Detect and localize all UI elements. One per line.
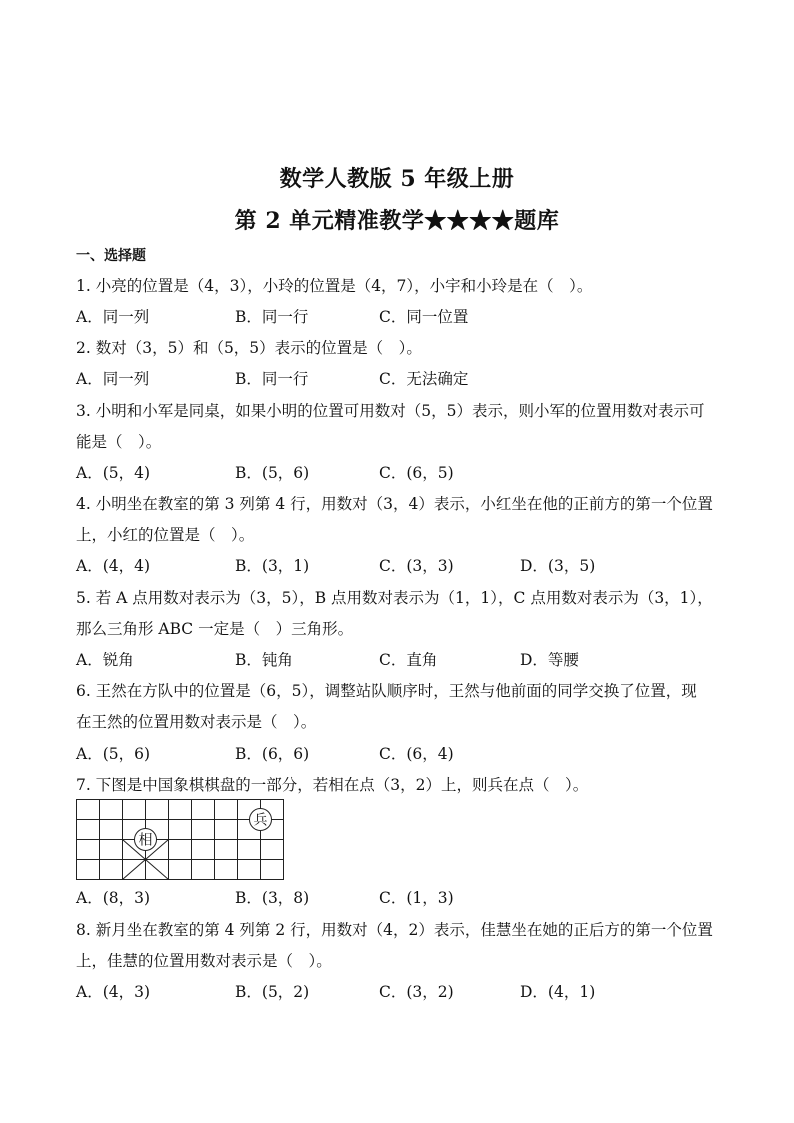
piece-bing bbox=[250, 809, 272, 831]
document-title: 数学人教版 5 年级上册 bbox=[279, 166, 515, 192]
question-8-text-line-2: 上，佳慧的位置用数对表示是（ ）。 bbox=[76, 952, 332, 970]
question-4-text-line-2: 上，小红的位置是（ ）。 bbox=[76, 526, 255, 544]
piece-xiang-label: 相 bbox=[138, 832, 153, 849]
q3-option-c: C．(6，5) bbox=[379, 464, 454, 482]
question-1-text: 1. 小亮的位置是（4，3），小玲的位置是（4，7），小宇和小玲是在（ ）。 bbox=[76, 277, 593, 295]
question-3-text-line-2: 能是（ ）。 bbox=[76, 433, 162, 451]
q8-option-d: D．(4，1) bbox=[520, 983, 596, 1001]
q1-option-c: C．同一位置 bbox=[379, 308, 469, 326]
question-6-text-line-2: 在王然的位置用数对表示是（ ）。 bbox=[76, 713, 317, 731]
q8-option-b: B．(5，2) bbox=[235, 983, 310, 1001]
q5-option-b: B．钝角 bbox=[235, 651, 293, 669]
q7-option-a: A．(8，3) bbox=[76, 889, 151, 907]
q3-option-b: B．(5，6) bbox=[235, 464, 310, 482]
q4-option-b: B．(3，1) bbox=[235, 557, 310, 575]
q5-option-c: C．直角 bbox=[379, 651, 438, 669]
q7-option-b: B．(3，8) bbox=[235, 889, 310, 907]
q5-option-a: A．锐角 bbox=[76, 651, 134, 669]
chess-board-figure bbox=[76, 799, 286, 881]
q3-option-a: A．(5，4) bbox=[76, 464, 151, 482]
question-2-text: 2. 数对（3，5）和（5，5）表示的位置是（ ）。 bbox=[76, 339, 422, 357]
q4-option-a: A．(4，4) bbox=[76, 557, 151, 575]
q8-option-a: A．(4，3) bbox=[76, 983, 151, 1001]
q8-option-c: C．(3，2) bbox=[379, 983, 454, 1001]
piece-bing-label: 兵 bbox=[253, 812, 268, 829]
q2-option-c: C．无法确定 bbox=[379, 370, 469, 388]
q1-option-b: B．同一行 bbox=[235, 308, 309, 326]
q4-option-d: D．(3，5) bbox=[520, 557, 596, 575]
q5-option-d: D．等腰 bbox=[520, 651, 579, 669]
q6-option-c: C．(6，4) bbox=[379, 745, 454, 763]
q7-option-c: C．(1，3) bbox=[379, 889, 454, 907]
section-heading: 一、选择题 bbox=[76, 248, 146, 264]
document-subtitle: 第 2 单元精准教学★★★★题库 bbox=[234, 208, 560, 234]
question-7-text: 7. 下图是中国象棋棋盘的一部分，若相在点（3，2）上，则兵在点（ ）。 bbox=[76, 776, 589, 794]
q2-option-a: A．同一列 bbox=[76, 370, 150, 388]
q6-option-a: A．(5，6) bbox=[76, 745, 151, 763]
q1-option-a: A．同一列 bbox=[76, 308, 150, 326]
question-3-text-line-1: 3. 小明和小军是同桌，如果小明的位置可用数对（5，5）表示，则小军的位置用数对表示可 bbox=[76, 402, 705, 420]
question-6-text-line-1: 6. 王然在方队中的位置是（6，5），调整站队顺序时，王然与他前面的同学交换了位置，现 bbox=[76, 682, 697, 700]
piece-xiang bbox=[135, 829, 157, 851]
q4-option-c: C．(3，3) bbox=[379, 557, 454, 575]
question-8-text-line-1: 8. 新月坐在教室的第 4 列第 2 行，用数对（4，2）表示，佳慧坐在她的正后方的第一个位置 bbox=[76, 921, 713, 939]
q2-option-b: B．同一行 bbox=[235, 370, 309, 388]
question-5-text-line-1: 5. 若 A 点用数对表示为（3，5），B 点用数对表示为（1，1），C 点用数对表示为（3，1）， bbox=[76, 589, 713, 607]
q6-option-b: B．(6，6) bbox=[235, 745, 310, 763]
question-4-text-line-1: 4. 小明坐在教室的第 3 列第 4 行，用数对（3，4）表示，小红坐在他的正前方的第一个位置 bbox=[76, 495, 713, 513]
question-5-text-line-2: 那么三角形 ABC 一定是（ ）三角形。 bbox=[76, 620, 354, 638]
